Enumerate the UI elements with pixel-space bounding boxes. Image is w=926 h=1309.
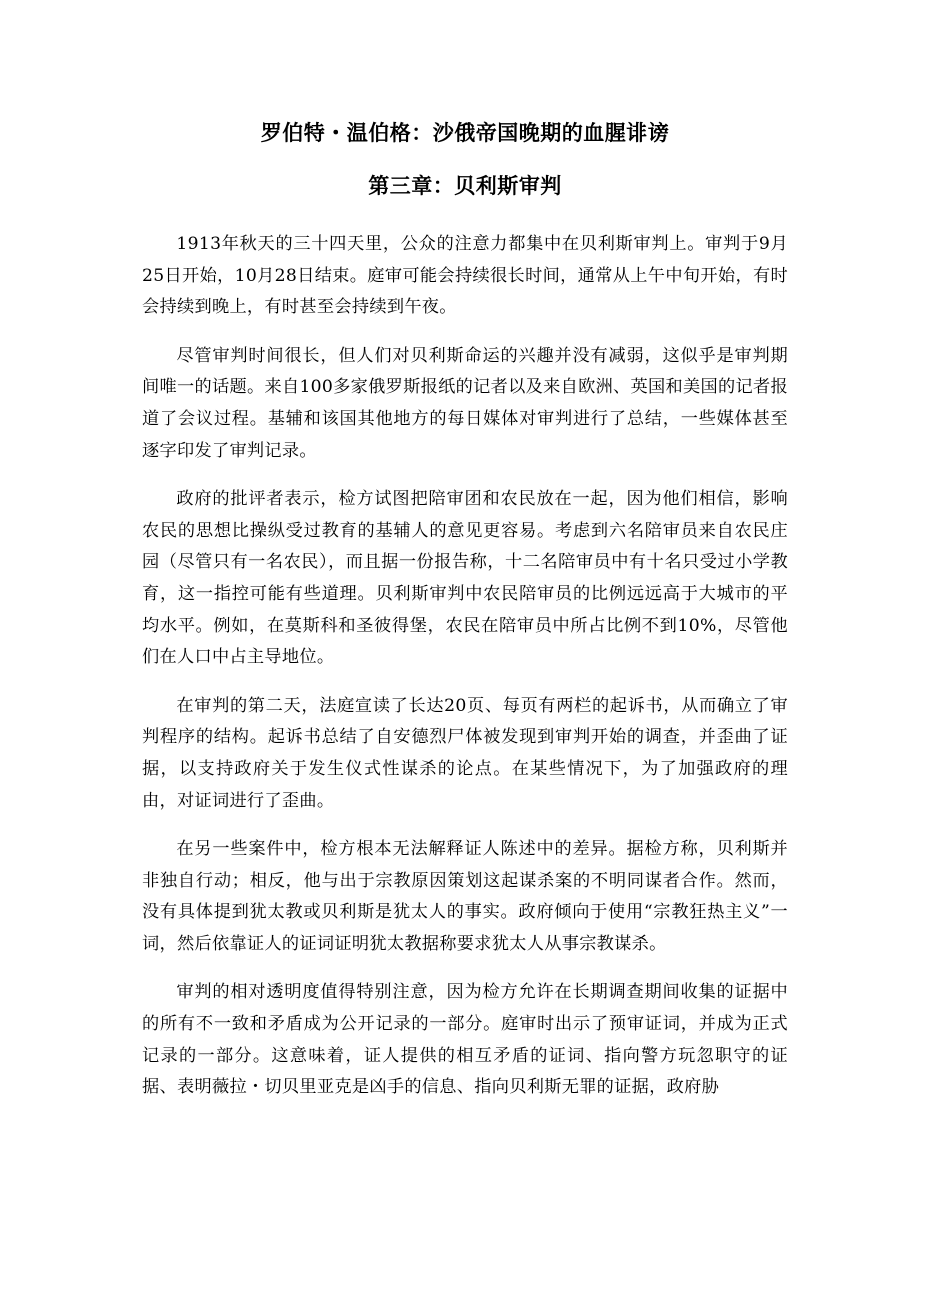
paragraph-5: 在另一些案件中，检方根本无法解释证人陈述中的差异。据检方称，贝利斯并非独自行动；相反，他与出于宗教原因策划这起谋杀案的不明同谋者合作。然而，没有具体提到犹太教或贝利斯是犹太人的事实。政府倾向于使用“宗教狂热主义”一词，然后依靠证人的证词证明犹太教据称要求犹太人从事宗教谋杀。: [142, 839, 788, 954]
paragraph-6: 审判的相对透明度值得特别注意，因为检方允许在长期调查期间收集的证据中的所有不一致和矛盾成为公开记录的一部分。庭审时出示了预审证词，并成为正式记录的一部分。这意味着，证人提供的相互矛盾的证词、指向警方玩忽职守的证据、表明薇拉・切贝里亚克是凶手的信息、指向贝利斯无罪的证据，政府胁: [142, 982, 788, 1098]
chapter-title: 第三章：贝利斯审判: [368, 174, 562, 198]
document-title: 罗伯特・温伯格：沙俄帝国晚期的血腥诽谤: [260, 121, 670, 145]
paragraph-3: 政府的批评者表示，检方试图把陪审团和农民放在一起，因为他们相信，影响农民的思想比操纵受过教育的基辅人的意见更容易。考虑到六名陪审员来自农民庄园（尽管只有一名农民），而且据一份报告称，十二名陪审员中有十名只受过小学教育，这一指控可能有些道理。贝利斯审判中农民陪审员的比例远远高于大城市的平均水平。例如，在莫斯科和圣彼得堡，农民在陪审员中所占比例不到10%，尽管他们在人口中占主导地位。: [142, 489, 788, 668]
document-page: [142, 118, 788, 1121]
paragraph-1: 1913年秋天的三十四天里，公众的注意力都集中在贝利斯审判上。审判于9月25日开始，10月28日结束。庭审可能会持续很长时间，通常从上午中旬开始，有时会持续到晚上，有时甚至会持续到午夜。: [142, 234, 788, 318]
paragraph-4: 在审判的第二天，法庭宣读了长达20页、每页有两栏的起诉书，从而确立了审判程序的结构。起诉书总结了自安德烈尸体被发现到审判开始的调查，并歪曲了证据，以支持政府关于发生仪式性谋杀的论点。在某些情况下，为了加强政府的理由，对证词进行了歪曲。: [142, 695, 788, 811]
paragraph-2: 尽管审判时间很长，但人们对贝利斯命运的兴趣并没有减弱，这似乎是审判期间唯一的话题。来自100多家俄罗斯报纸的记者以及来自欧洲、英国和美国的记者报道了会议过程。基辅和该国其他地方的每日媒体对审判进行了总结，一些媒体甚至逐字印发了审判记录。: [142, 345, 788, 461]
